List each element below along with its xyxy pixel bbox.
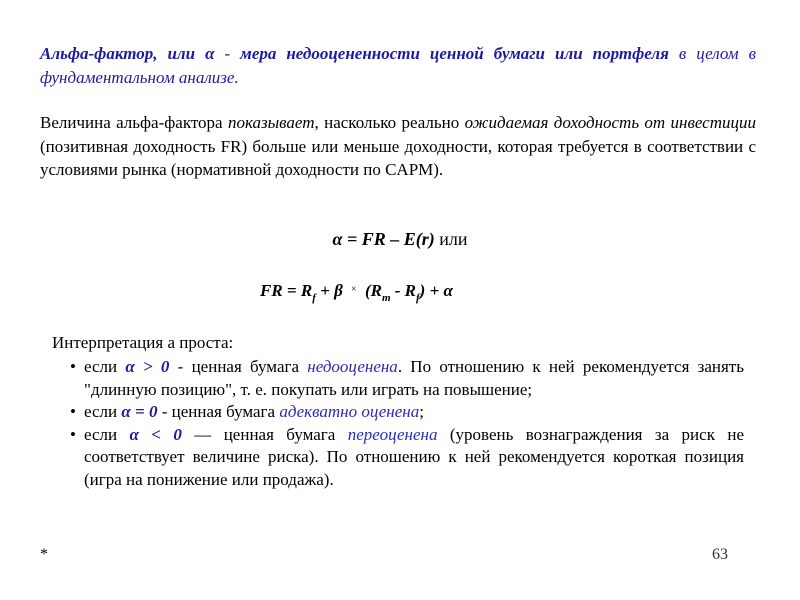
rm-subscript: m <box>381 292 391 304</box>
bullet-status: адекватно оценена <box>279 402 420 422</box>
title-context: в целом в фундаментальном анализе. <box>40 44 756 87</box>
bullet-mid: - ценная бумага <box>157 402 280 422</box>
bullet-prefix: если <box>84 402 122 422</box>
bullet-prefix: если <box>84 357 126 376</box>
rf2-subscript: f <box>416 292 420 304</box>
footer-star: * <box>40 546 48 563</box>
list-item <box>72 356 744 401</box>
bullet-condition: α < 0 <box>129 424 182 444</box>
bullet-mid: - ценная бумага <box>169 357 308 376</box>
interpretation-heading: Интерпретация а проста: <box>52 333 234 352</box>
bullet-suffix: ; <box>419 402 424 422</box>
interpretation-list <box>72 356 744 492</box>
bullet-prefix: если <box>84 424 130 444</box>
capm-formula <box>260 278 453 310</box>
rm-term: (R <box>360 281 382 300</box>
para-text-3: (позитивная доходность FR) больше или меньше доходности, которая требуется в соответствии с условиями рынка (нормативной доходности по CAPM). <box>40 136 756 179</box>
alpha-expression: α = FR – E(r) <box>332 229 435 249</box>
bullet-condition: α = 0 <box>121 402 158 422</box>
or-word: или <box>439 229 468 249</box>
fr-lhs: FR = R <box>260 281 313 300</box>
beta-term: + β <box>315 281 348 300</box>
times-sign: × <box>351 284 357 295</box>
rf-subscript: f <box>312 292 316 304</box>
description-paragraph <box>40 111 756 182</box>
bullet-icon: • <box>70 357 76 376</box>
bullet-condition: α > 0 <box>125 357 170 376</box>
bullet-status: переоценена <box>347 424 438 444</box>
para-italic-2: ожидаемая доходность от инвестиции <box>464 113 756 132</box>
bullet-suffix: . По отношению к ней рекомендуется занять "длинную позицию", т. е. покупать или играть на повышение; <box>84 357 744 399</box>
title-definition: мера недооцененности ценной бумаги или портфеля <box>240 44 669 63</box>
alpha-formula <box>0 227 800 251</box>
para-italic-1: показывает <box>227 113 315 132</box>
alpha-end: ) + α <box>419 281 453 300</box>
para-text-2: , насколько реально <box>314 113 465 132</box>
rf-term: - R <box>390 281 416 300</box>
bullet-suffix: (уровень вознаграждения за риск не соответствует величине риска). По отношению к ней рекомендуется короткая позиция (игра на понижение или продажа). <box>84 424 744 489</box>
page-number: 63 <box>712 546 728 563</box>
slide-title <box>40 42 756 90</box>
bullet-icon: • <box>70 402 76 422</box>
bullet-mid: — ценная бумага <box>181 424 348 444</box>
bullet-status: недооценена <box>307 357 398 376</box>
title-term: Альфа-фактор, или α <box>40 44 215 63</box>
bullet-icon: • <box>70 424 76 444</box>
list-item <box>72 401 744 424</box>
title-dash: - <box>214 44 241 63</box>
para-text-1: Величина альфа-фактора <box>40 113 228 132</box>
list-item <box>72 424 744 492</box>
